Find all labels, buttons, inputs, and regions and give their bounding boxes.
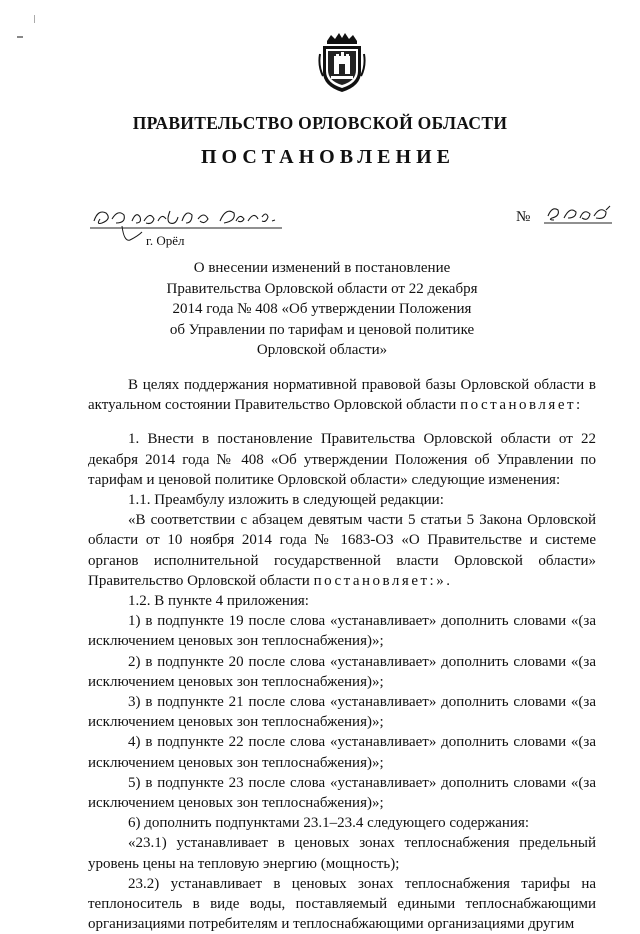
paragraph-1-1: 1.1. Преамбулу изложить в следующей редакции: [128, 492, 444, 509]
subitem-2: 2) в подпункте 20 после слова «устанавливает» дополнить словами «(за исключением ценовых зон теплоснабжения)»; [88, 653, 596, 690]
document-type: ПОСТАНОВЛЕНИЕ [201, 146, 455, 168]
subitem-4: 4) в подпункте 22 после слова «устанавливает» дополнить словами «(за исключением ценовых зон теплоснабжения)»; [88, 734, 596, 771]
subitem-3: 3) в подпункте 21 после слова «устанавливает» дополнить словами «(за исключением ценовых зон теплоснабжения)»; [88, 694, 596, 731]
city-name: г. Орёл [146, 233, 185, 248]
paragraph-quote: «В соответствии с абзацем девятым части 5 статьи 5 Закона Орловской области от 10 ноября 2014 года № 1683-ОЗ «О Правительстве и системе органов исполнительной государственной власти Орловской области» Правительство Орловской области постановляет:». [88, 512, 596, 589]
coat-of-arms-icon [317, 32, 367, 94]
handwritten-number [542, 202, 614, 228]
paragraph-1: 1. Внести в постановление Правительства Орловской области от 22 декабря 2014 года № 408 «Об утверждении Положения об Управлении по тарифам и ценовой политике Орловской области» следующие изменения: [88, 431, 596, 488]
subitem-5: 5) в подпункте 23 после слова «устанавливает» дополнить словами «(за исключением ценовых зон теплоснабжения)»; [88, 774, 596, 812]
decree-title [140, 258, 504, 361]
title-line: О внесении изменений в постановление [193, 260, 451, 276]
decree-body [88, 375, 596, 934]
handwritten-mark [118, 224, 144, 246]
scan-mark [17, 36, 23, 38]
title-line: Правительства Орловской области от 22 декабря [166, 280, 478, 297]
subitem-23-2: 23.2) устанавливает в ценовых зонах теплоснабжения тарифы на теплоноситель в виде воды, поставляемый едиными теплоснабжающими организациями потребителям и теплоснабжающими организациями другим [88, 875, 596, 933]
subitem-6: 6) дополнить подпунктами 23.1–23.4 следующего содержания: [128, 815, 530, 832]
title-line: 2014 года № 408 «Об утверждении Положения [172, 301, 472, 317]
subitem-23-1: «23.1) устанавливает в ценовых зонах теплоснабжения предельный уровень цены на тепловую энергию (мощность); [88, 835, 596, 872]
subitem-1: 1) в подпункте 19 после слова «устанавливает» дополнить словами «(за исключением ценовых зон теплоснабжения)»; [88, 613, 596, 650]
scan-mark [33, 10, 36, 18]
spaced-word: постановляет: [460, 397, 583, 414]
title-line: об Управлении по тарифам и ценовой политике [169, 321, 475, 338]
paragraph-preamble: В целях поддержания нормативной правовой базы Орловской области в актуальном состоянии Правительство Орловской области постановляет: [88, 377, 596, 414]
number-sign: № [516, 209, 531, 225]
spaced-word: постановляет:». [313, 572, 453, 589]
government-name: ПРАВИТЕЛЬСТВО ОРЛОВСКОЙ ОБЛАСТИ [132, 113, 508, 133]
paragraph-1-2: 1.2. В пункте 4 приложения: [128, 593, 309, 610]
title-line: Орловской области» [256, 342, 388, 358]
